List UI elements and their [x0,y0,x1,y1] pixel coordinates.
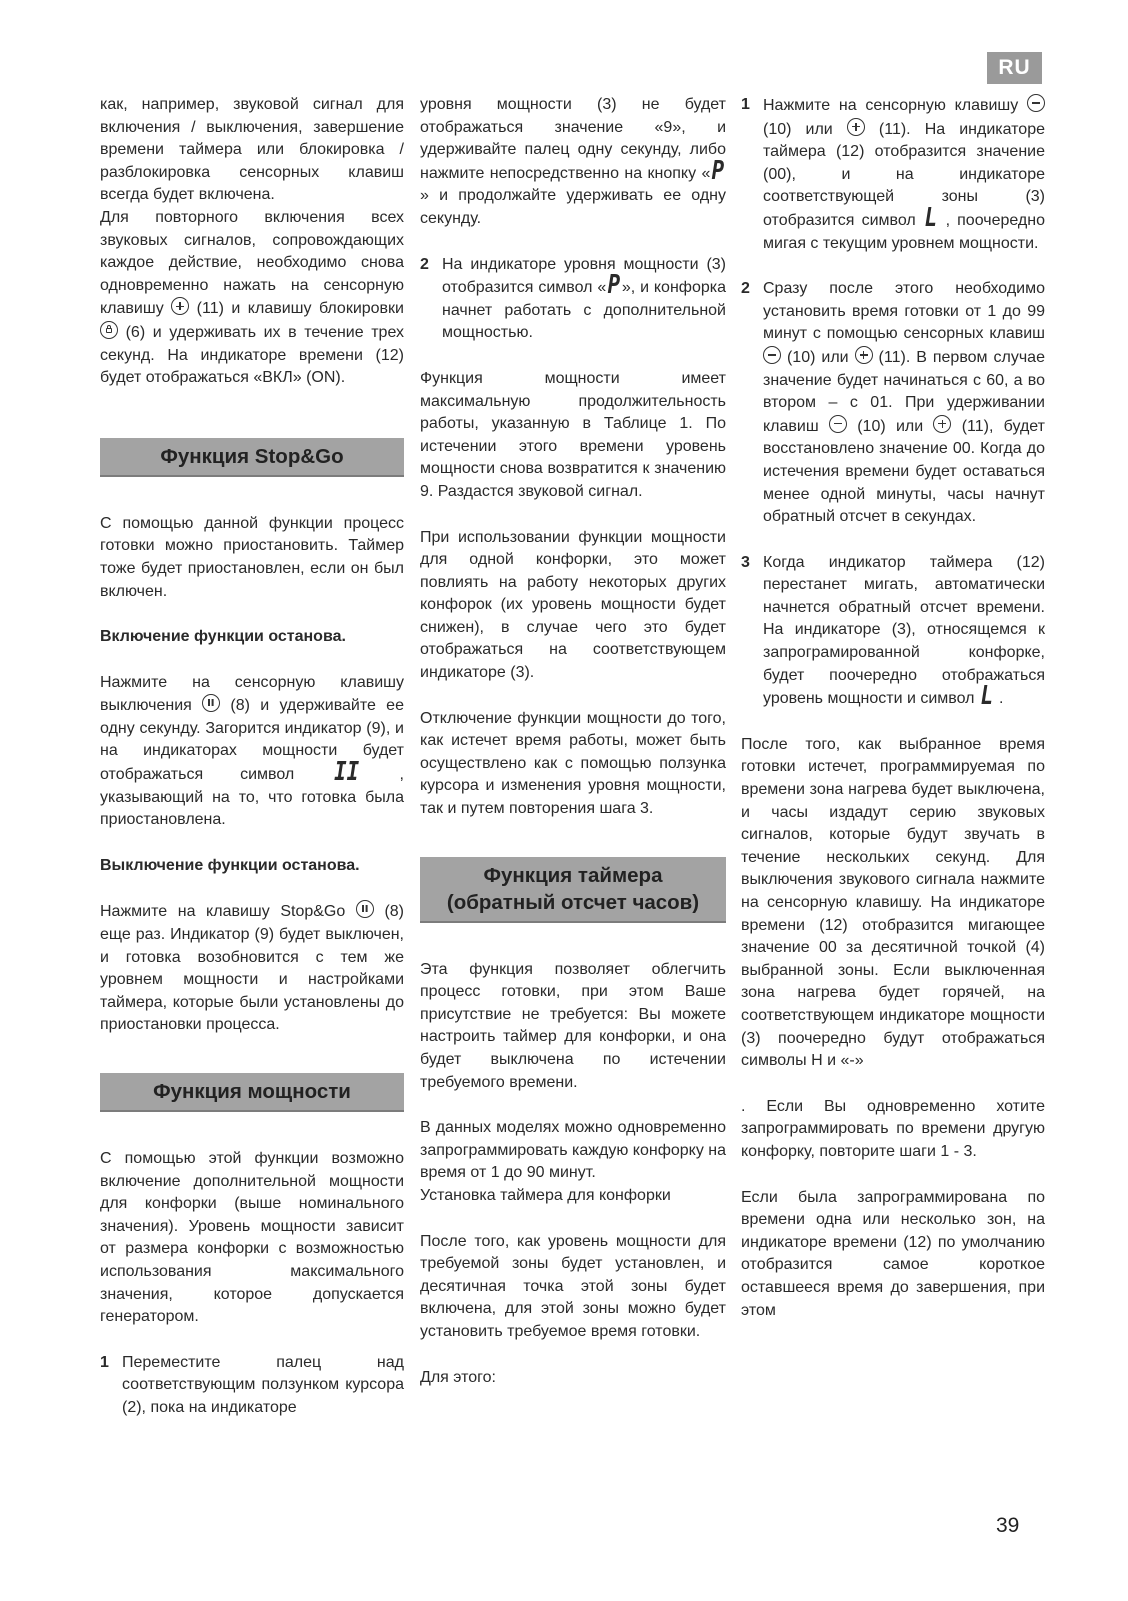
paragraph [100,207,404,390]
paragraph: После того, как выбранное время готовки истечет, программируемая по времени зона нагрева будет выключена, и часы издадут серию звуковых сигналов, которые будут звучать в течение нескольких секунд. Для выключения звукового сигнала нажмите на сенсорную клавишу. На индикаторе времени (12) отобразится мигающее значение 00 за десятичной точкой (4) выбранной зоны. Если выключенная зона нагрева будет горячей, на соответствующем индикаторе мощности (3) поочередно будут отображаться символы H и «-» [741,735,1045,1070]
step-text: Сразу после этого необходимо установить время готовки от 1 до 99 минут с помощью сенсорных клавиш [763,280,1045,343]
paragraph: как, например, звуковой сигнал для включения / выключения, завершение времени таймера или блокировка / разблокировка сенсорных клавиш всегда будет включена. [100,96,404,204]
paragraph: Если была запрограммирована по времени одна или несколько зон, на индикаторе времени (12) по умолчанию отобразится самое короткое оставшееся время до завершения, при этом [741,1188,1045,1319]
paragraph: С помощью этой функции возможно включение дополнительной мощности для конфорки (выше номинального значения). Уровень мощности зависит от размера конфорки с возможностью использования максимального значения, которое допускается генератором. [100,1150,404,1326]
minus-key-icon [1027,94,1045,112]
paragraph: Для этого: [420,1368,496,1386]
text: Нажмите на сенсорную клавишу выключения [100,673,404,715]
paragraph: В данных моделях можно одновременно запрограммировать каждую конфорку на время от 1 до 90 минут. [420,1119,727,1182]
lock-key-icon [100,321,118,339]
step-item [100,1352,404,1420]
section-heading-power: Функция мощности [100,1073,404,1112]
step-text: , поочередно мигая с текущим уровнем мощности. [763,211,1046,252]
step-number: 1 [741,96,750,113]
step-number: 2 [420,255,429,273]
step-text: (11). В первом случае значение будет начинаться с 60, а во втором – с 01. При удерживании клавиш [763,348,1045,435]
paragraph [420,94,726,231]
heading-line: (обратный отсчет часов) [446,890,700,914]
step-text: . [999,690,1004,708]
paragraph: . Если Вы одновременно хотите запрограммировать по времени другую конфорку, повторите шаги 1 - 3. [741,1097,1045,1160]
language-tag: RU [987,52,1042,84]
text: (6) и удерживать их в течение трех секунд. На индикаторе времени (12) будет отображаться «ВКЛ» (ON). [100,323,404,387]
step-text: (10) или [763,120,833,138]
subheading-pause-off: Выключение функции останова. [100,856,360,874]
minus-key-icon [829,415,847,433]
subheading-pause-on: Включение функции останова. [100,628,346,646]
step-text: На индикаторе уровня мощности (3) отобразится символ « [442,255,726,297]
timer-t-symbol-icon: L [980,681,994,712]
section-heading-timer [420,857,726,923]
step-text: (11), будет восстановлено значение 00. Когда до истечения времени будет оставаться менее одной минуты, часы начнут обратный отсчет в секундах. [763,417,1045,526]
text: (8) еще раз. Индикатор (9) будет выключен, и готовка возобновится с тем же уровнем мощности и настройками таймера, которые были установлены до приостановки процесса. [100,903,404,1034]
pause-key-icon [356,900,374,918]
text: Для повторного включения всех звуковых сигналов, сопровождающих каждое действие, необходимо снова одновременно нажать на сенсорную клавишу [100,208,404,318]
column-3 [741,94,1045,1322]
step-number: 1 [100,1353,109,1371]
paragraph: Функция мощности имеет максимальную продолжительность работы, указанную в Таблице 1. По истечении этого времени уровень мощности снова возвратится к значению 9. Раздастся звуковой сигнал. [420,369,726,500]
text: (11) и клавишу блокировки [196,300,404,318]
paragraph: Установка таймера для конфорки [420,1186,671,1204]
step-text: (10) или [857,417,924,435]
step-item [741,278,1045,529]
text: Нажмите на клавишу Stop&Go [100,903,346,921]
heading-line: Функция таймера [483,863,663,887]
paragraph [100,672,404,832]
paragraph [100,900,404,1037]
plus-key-icon [847,118,865,136]
section-heading-stop-go: Функция Stop&Go [100,438,404,477]
pause-segment-icon: II [334,757,360,788]
page-number: 39 [996,1514,1020,1537]
timer-t-symbol-icon: L [924,202,937,233]
text: » и продолжайте удерживать ее одну секунду. [420,187,726,227]
text: уровня мощности (3) не будет отображаться значение «9», и удерживайте палец одну секунду, либо нажмите непосредственно на кнопку « [420,96,726,182]
text: (8) и удерживайте ее одну секунду. Загорится индикатор (9), и на индикаторах мощности будет отображаться символ [100,697,404,784]
step-text: (10) или [786,348,849,366]
paragraph: При использовании функции мощности для одной конфорки, это может повлиять на работу некоторых других конфорок (их уровень мощности будет снижен), в случае чего это будет отображаться на соответствующем индикаторе (3). [420,528,726,682]
step-number: 2 [741,280,750,298]
plus-key-icon [933,415,951,433]
step-item [741,552,1045,711]
column-2 [420,94,726,1389]
power-p-symbol-icon: P [607,270,621,301]
plus-key-icon [855,346,873,364]
step-text: Нажмите на сенсорную клавишу [763,97,1019,114]
text: , указывающий на то, что готовка была приостановлена. [100,766,404,829]
paragraph: После того, как уровень мощности для требуемой зоны будет установлен, и десятичная точка этой зоны будет включена, для этой зоны можно будет установить требуемое время готовки. [420,1232,726,1340]
step-text: », и конфорка начнет работать с дополнительной мощностью. [442,279,726,342]
step-text: (11). На индикаторе таймера (12) отобразится значение (00), и на индикаторе соответствующей зоны (3) отобразится символ [763,120,1046,229]
step-item [420,254,726,345]
column-1 [100,94,404,1420]
power-p-symbol-icon: P [711,155,725,186]
paragraph: Эта функция позволяет облегчить процесс готовки, при этом Ваше присутствие не требуется: Вы можете настроить таймер для конфорки, и она будет выключена по истечении требуемого времени. [420,960,726,1091]
paragraph: С помощью данной функции процесс готовки можно приостановить. Таймер тоже будет приостановлен, если он был включен. [100,514,404,600]
paragraph: Отключение функции мощности до того, как истечет время работы, может быть осуществлено как с помощью ползунка курсора и изменения уровня мощности, так и путем повторения шага 3. [420,709,726,818]
step-text: Переместите палец над соответствующим ползунком курсора (2), пока на индикаторе [122,1353,404,1416]
pause-key-icon [202,694,220,712]
step-text: Когда индикатор таймера (12) перестанет мигать, автоматически начнется обратный отсчет времени. На индикаторе (3), относящемся к запрограмированной конфорке, будет поочередно отображаться уровень мощности и символ [763,553,1045,708]
minus-key-icon [763,346,781,364]
step-number: 3 [741,553,750,571]
plus-key-icon [171,297,189,315]
step-item [741,94,1045,255]
